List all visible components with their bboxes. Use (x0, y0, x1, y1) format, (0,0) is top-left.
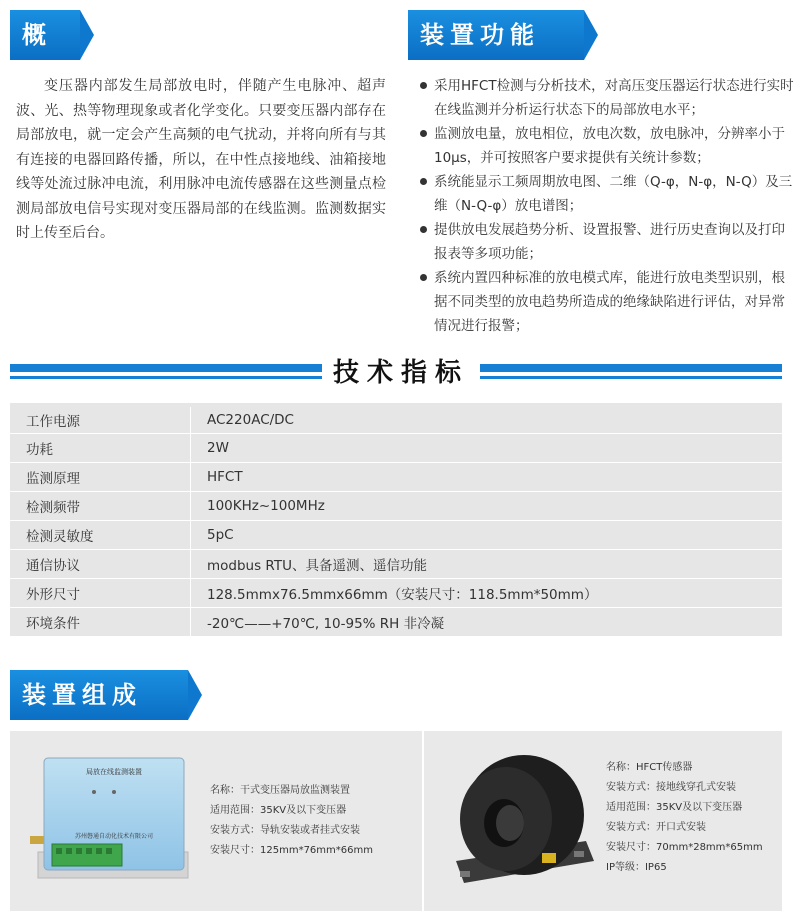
table-row (10, 521, 782, 550)
functions-list (418, 74, 796, 338)
spec-value: HFCT (191, 463, 783, 492)
device2-detail: 安装尺寸：70mm*28mm*65mm (606, 842, 763, 853)
device1-detail: 安装方式：导轨安装或者挂式安装 (210, 825, 360, 836)
spec-value: 128.5mmx76.5mmx66mm（安装尺寸：118.5mm*50mm） (191, 579, 783, 608)
device1-details (210, 781, 373, 861)
functions-header (408, 10, 584, 60)
spec-key: 环境条件 (10, 608, 191, 637)
function-item: 监测放电量，放电相位，放电次数，放电脉冲，分辨率小于10μs，并可按照客户要求提供有关统计参数； (418, 122, 796, 170)
table-row (10, 492, 782, 521)
spec-value: 2W (191, 434, 783, 463)
spec-value: 5pC (191, 521, 783, 550)
spec-key: 检测频带 (10, 492, 191, 521)
function-item: 提供放电发展趋势分析、设置报警、进行历史查询以及打印报表等多项功能； (418, 218, 796, 266)
components-title: 装置组成 (22, 681, 142, 709)
device2-detail: 安装方式：开口式安装 (606, 822, 706, 833)
table-row (10, 434, 782, 463)
overview-header (10, 10, 80, 99)
spec-key: 监测原理 (10, 463, 191, 492)
function-item: 采用HFCT检测与分析技术，对高压变压器运行状态进行实时在线监测并分析运行状态下的局部放电水平； (418, 74, 796, 122)
spec-value: 100KHz~100MHz (191, 492, 783, 521)
monitor-device-image (30, 752, 195, 892)
spec-stripe-left (10, 362, 322, 384)
table-row (10, 579, 782, 608)
spec-key: 外形尺寸 (10, 579, 191, 608)
components-divider (422, 731, 424, 911)
device2-detail: IP等级：IP65 (606, 862, 667, 873)
table-row (10, 608, 782, 637)
spec-value: -20℃——+70℃, 10-95% RH 非冷凝 (191, 608, 783, 637)
device1-detail: 安装尺寸：125mm*76mm*66mm (210, 845, 373, 856)
overview-text: 变压器内部发生局部放电时，伴随产生电脉冲、超声波、光、热等物理现象或者化学变化。只要变压器内部存在局部放电，就一定会产生高频的电气扰动，并将向所有与其有连接的电器回路传播，所以，在中性点接地线、油箱接地线等处流过脉冲电流，利用脉冲电流传感器在这些测量点检测局部放电信号实现对变压器局部的在线监测。监测数据实时上传至后台。 (16, 78, 386, 241)
device2-detail: 安装方式：接地线穿孔式安装 (606, 782, 736, 793)
device1-label-bottom: 苏州磐通自动化技术有限公司 (74, 833, 154, 840)
hfct-sensor-image (446, 743, 596, 903)
table-row (10, 550, 782, 579)
function-item: 系统能显示工频周期放电图、二维（Q-φ，N-φ，N-Q）及三维（N-Q-φ）放电谱图； (418, 170, 796, 218)
functions-title: 装置功能 (420, 21, 540, 49)
device1-label-top: 局放在线监测装置 (86, 768, 142, 776)
table-row (10, 405, 782, 434)
spec-stripe-right (480, 362, 782, 384)
function-item: 系统内置四种标准的放电模式库，能进行放电类型识别，根据不同类型的放电趋势所造成的绝缘缺陷进行评估，对异常情况进行报警； (418, 266, 796, 338)
device2-details (606, 758, 763, 878)
spec-key: 工作电源 (10, 405, 191, 434)
device1-detail: 适用范围：35KV及以下变压器 (210, 805, 347, 816)
spec-key: 通信协议 (10, 550, 191, 579)
spec-key: 功耗 (10, 434, 191, 463)
spec-key: 检测灵敏度 (10, 521, 191, 550)
specs-table (10, 403, 782, 637)
components-header (10, 670, 188, 720)
device2-detail: 适用范围：35KV及以下变压器 (606, 802, 743, 813)
table-row (10, 463, 782, 492)
device1-detail: 名称：干式变压器局放监测装置 (210, 785, 350, 796)
spec-value: modbus RTU、具备遥测、遥信功能 (191, 550, 783, 579)
overview-title: 概述 (22, 21, 52, 99)
specs-title: 技术指标 (332, 358, 469, 388)
device2-detail: 名称：HFCT传感器 (606, 762, 693, 773)
spec-value: AC220AC/DC (191, 405, 783, 434)
